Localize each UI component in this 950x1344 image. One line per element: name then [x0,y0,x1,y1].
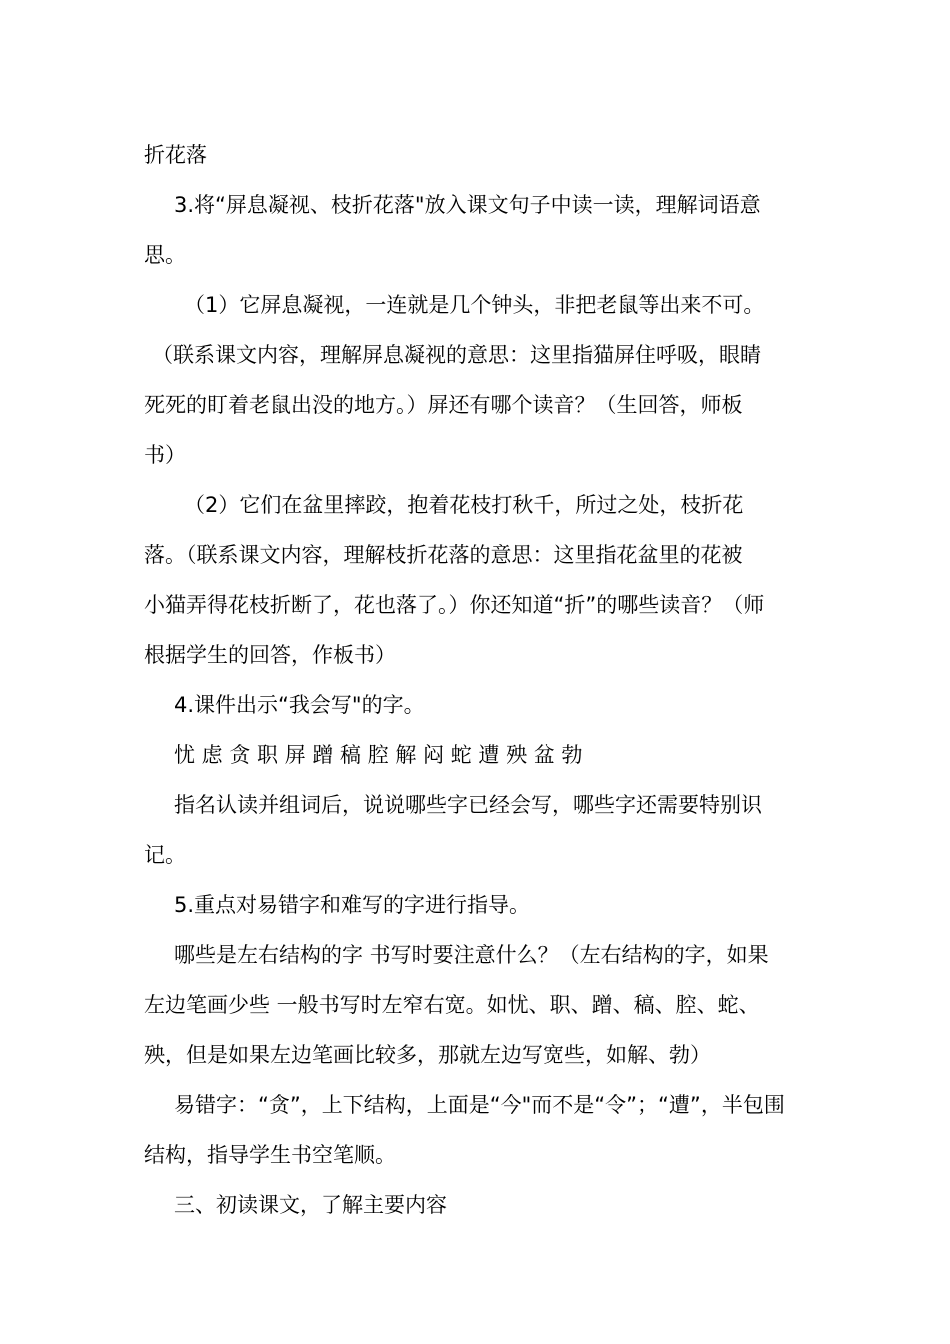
text-line: 左边笔画少些 一般书写时左窄右宽。如忧、职、蹭、稿、腔、蛇、 [144,993,760,1017]
text-line: 易错字：“贪”，上下结构，上面是“今"而不是“令”；“遭”，半包围 [174,1093,785,1117]
sentence-2: （2）它们在盆里摔跤，抱着花枝打秋千，所过之处，枝折花 [184,493,744,517]
step-3-heading: 3.将“屏息凝视、枝折花落"放入课文句子中读一读，理解词语意 [174,193,761,217]
character-list: 忧 虑 贪 职 屏 蹭 稿 腔 解 闷 蛇 遭 殃 盆 勃 [174,743,583,767]
text-line: 书） [144,443,186,467]
sentence-1: （1）它屏息凝视，一连就是几个钟头，非把老鼠等出来不可。 [184,293,765,317]
text-line: 死死的盯着老鼠出没的地方。）屏还有哪个读音？（生回答，师板 [144,393,743,417]
section-3-heading: 三、初读课文，了解主要内容 [174,1193,447,1217]
text-line: 记。 [144,843,186,867]
step-4-heading: 4.课件出示“我会写"的字。 [174,693,425,717]
text-line: 思。 [144,243,186,267]
text-line: 折花落 [144,143,207,167]
text-line: 落。（联系课文内容，理解枝折花落的意思：这里指花盆里的花被 [144,543,743,567]
step-5-heading: 5.重点对易错字和难写的字进行指导。 [174,893,531,917]
text-line: （联系课文内容，理解屏息凝视的意思：这里指猫屏住呼吸，眼睛 [152,343,761,367]
text-line: 哪些是左右结构的字 书写时要注意什么？（左右结构的字，如果 [174,943,769,967]
text-line: 根据学生的回答，作板书） [144,643,396,667]
text-line: 殃，但是如果左边笔画比较多，那就左边写宽些，如解、勃） [144,1043,711,1067]
text-line: 结构，指导学生书空笔顺。 [144,1143,396,1167]
text-line: 指名认读并组词后，说说哪些字已经会写，哪些字还需要特别识 [174,793,762,817]
text-line: 小猫弄得花枝折断了，花也落了。）你还知道“折”的哪些读音？（师 [144,593,765,617]
document-page [144,130,810,1230]
